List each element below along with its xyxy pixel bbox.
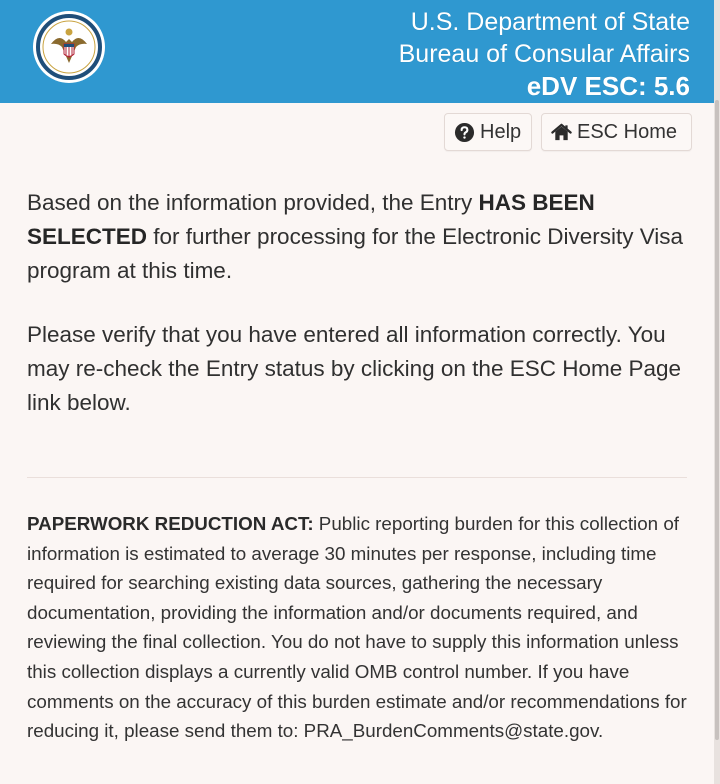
header-banner xyxy=(0,0,720,103)
help-button[interactable] xyxy=(444,113,532,151)
verify-information-message: Please verify that you have entered all information correctly. You may re-check the Entry status by clicking on the ESC Home Page link below. xyxy=(27,322,682,415)
header-titles xyxy=(399,6,690,102)
scrollbar-thumb[interactable] xyxy=(715,100,719,740)
pra-title: PAPERWORK REDUCTION ACT: xyxy=(27,513,314,534)
page-scrollbar[interactable] xyxy=(714,0,720,784)
esc-home-button-label: ESC Home xyxy=(577,120,678,143)
selection-result-message xyxy=(27,186,707,288)
question-circle-icon xyxy=(454,122,475,143)
section-divider xyxy=(27,477,687,478)
result-text-before: Based on the information provided, the Entry xyxy=(27,190,479,215)
help-button-label: Help xyxy=(480,120,522,143)
header-app-version: eDV ESC: 5.6 xyxy=(526,71,690,101)
pra-body: Public reporting burden for this collection of information is estimated to average 30 minutes per response, including time required for searching existing data sources, gathering the necessary documentation, providing the information and/or documents required, and reviewing the final collection. You do not have to supply this information unless this collection displays a currently valid OMB control number. If you have comments on the accuracy of this burden estimate and/or recommendations for reducing it, please send them to: PRA_BurdenComments@state.gov. xyxy=(27,513,687,742)
department-of-state-seal-icon xyxy=(33,11,105,83)
paperwork-reduction-act-notice xyxy=(27,509,697,746)
header-department: U.S. Department of State xyxy=(410,8,690,36)
esc-home-button[interactable] xyxy=(541,113,692,151)
result-text-after: for further processing for the Electronic Diversity Visa program at this time. xyxy=(27,224,684,283)
home-icon xyxy=(551,122,572,143)
header-bureau: Bureau of Consular Affairs xyxy=(398,40,690,68)
result-status-highlight: HAS BEEN SELECTED xyxy=(27,190,595,249)
